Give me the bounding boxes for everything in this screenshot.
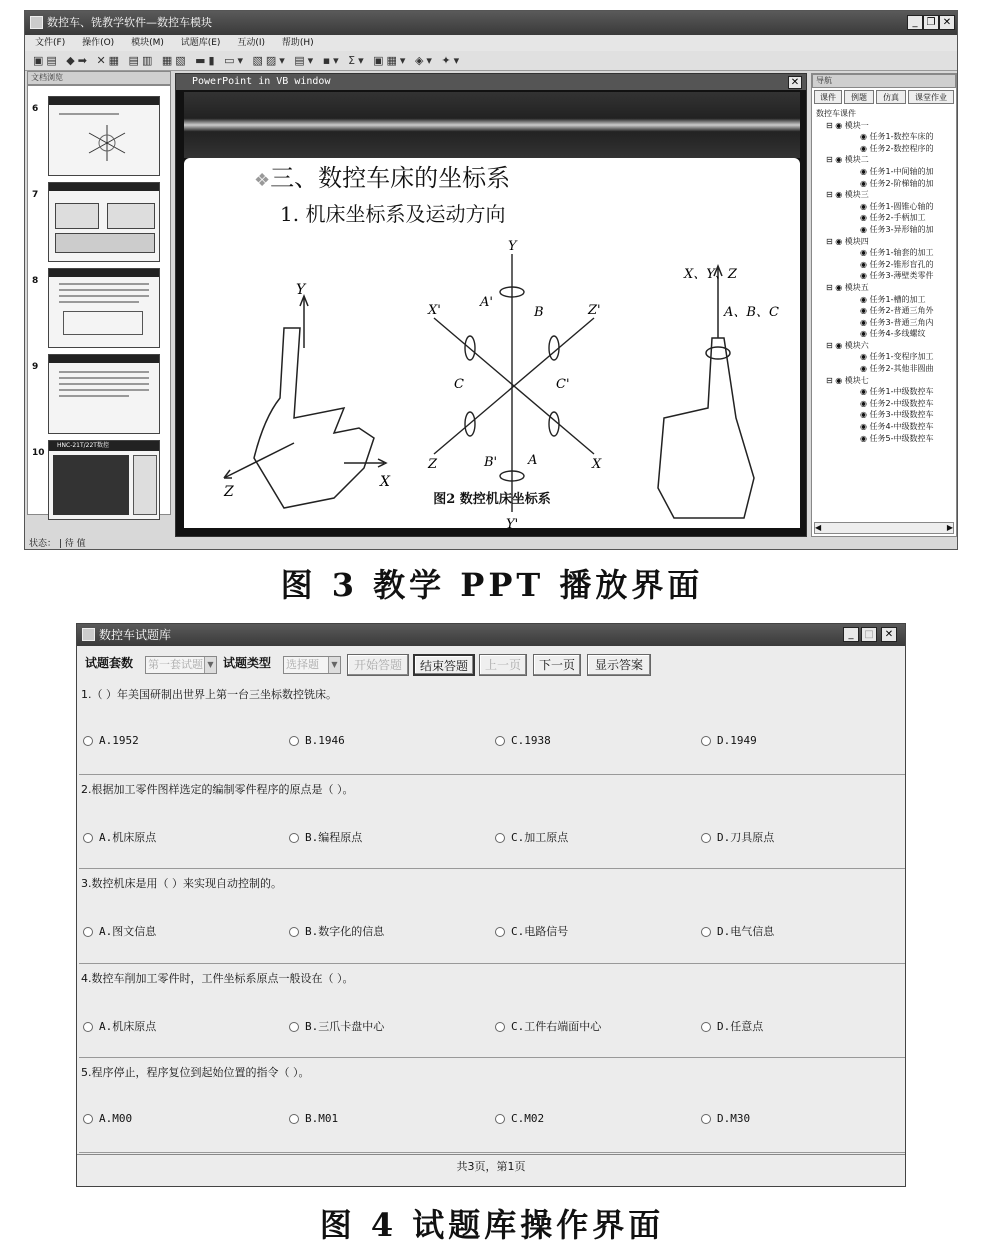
task-node-icon: ◉ bbox=[860, 178, 870, 188]
tree-module[interactable] bbox=[816, 189, 954, 201]
page-indicator: 共3页，第1页 bbox=[77, 1154, 905, 1186]
tree-task-label: 任务3-异形轴的加 bbox=[869, 224, 934, 234]
answer-option[interactable] bbox=[701, 1018, 763, 1034]
radio-button[interactable] bbox=[495, 927, 505, 937]
answer-option[interactable] bbox=[289, 1112, 338, 1125]
tree-module-label: 模块七 bbox=[844, 375, 869, 385]
option-label: A.M00 bbox=[99, 1112, 133, 1125]
tree-task[interactable] bbox=[816, 409, 954, 421]
tree-task-label: 任务4-中级数控车 bbox=[869, 422, 934, 432]
question-set-select bbox=[145, 656, 217, 674]
axis-label: B bbox=[534, 305, 544, 320]
axis-label: A bbox=[528, 453, 538, 468]
question-block bbox=[77, 964, 906, 1059]
menu-question-bank[interactable]: 试题库(E) bbox=[180, 38, 221, 48]
slide-thumbnail[interactable] bbox=[48, 354, 160, 434]
answer-option[interactable] bbox=[701, 1112, 750, 1125]
slide-thumbnail[interactable] bbox=[48, 440, 160, 520]
course-tree[interactable] bbox=[816, 108, 954, 514]
chevron-down-icon: ▼ bbox=[328, 657, 340, 673]
tree-root[interactable]: 数控车课件 bbox=[816, 109, 856, 118]
courseware-window bbox=[24, 10, 958, 550]
tree-task[interactable] bbox=[816, 131, 954, 143]
axis-label: X' bbox=[428, 303, 441, 318]
coordinate-diagram bbox=[184, 228, 800, 528]
module-node-icon[interactable]: ⊟ ◉ bbox=[826, 155, 845, 165]
radio-button[interactable] bbox=[289, 736, 299, 746]
slide-heading: ❖三、数控车床的坐标系 bbox=[254, 164, 511, 192]
slide-thumbnail[interactable] bbox=[48, 268, 160, 348]
tree-task[interactable] bbox=[816, 201, 954, 213]
radio-button[interactable] bbox=[289, 927, 299, 937]
question-block bbox=[77, 775, 906, 870]
answer-option[interactable] bbox=[701, 829, 774, 845]
tree-module-label: 模块二 bbox=[844, 155, 869, 165]
toolbar[interactable]: ▣▤ ◆➡ ✕▦ ▤▥ ▦▧ ▬▮ ▭▾ ▧▨▾ ▤▾ ▪▾ Σ▾ ▣▦▾ ◈▾ ✦▾ bbox=[25, 51, 957, 71]
axis-label: A、B、C bbox=[724, 305, 779, 320]
option-label: A.1952 bbox=[99, 734, 139, 747]
answer-option[interactable] bbox=[289, 1018, 384, 1034]
slide-number: 9 bbox=[32, 362, 39, 372]
module-node-icon[interactable]: ⊟ ◉ bbox=[826, 236, 845, 246]
option-label: B.数字化的信息 bbox=[305, 925, 385, 938]
status-bar: 状态： | 待 值 bbox=[25, 537, 957, 550]
tree-task[interactable] bbox=[816, 166, 954, 178]
tree-task[interactable] bbox=[816, 247, 954, 259]
task-node-icon: ◉ bbox=[860, 248, 870, 258]
figure-3-caption: 图 3 教学 PPT 播放界面 bbox=[280, 566, 704, 604]
axis-label: Y' bbox=[506, 517, 519, 528]
option-label: C.M02 bbox=[511, 1112, 545, 1125]
axis-label: B' bbox=[484, 455, 498, 470]
axis-label: X bbox=[380, 474, 390, 490]
next-page-button[interactable]: 下一页 bbox=[533, 654, 581, 676]
task-node-icon: ◉ bbox=[860, 433, 870, 443]
question-block bbox=[77, 1058, 906, 1153]
answer-option[interactable] bbox=[289, 734, 345, 747]
task-node-icon: ◉ bbox=[860, 387, 870, 397]
tree-task-label: 任务2-阶梯轴的加 bbox=[869, 178, 934, 188]
tree-task-label: 任务2-其他非圆曲 bbox=[869, 364, 934, 374]
slide-thumbnail-list[interactable] bbox=[27, 85, 171, 515]
tree-task-label: 任务5-中级数控车 bbox=[869, 433, 934, 443]
right-hand-rule-icon bbox=[224, 296, 386, 508]
tree-task-label: 任务2-锥形盲孔的 bbox=[869, 259, 934, 269]
option-label: B.1946 bbox=[305, 734, 345, 747]
tree-module[interactable] bbox=[816, 340, 954, 352]
figure-caption: 图2 数控机床坐标系 bbox=[433, 492, 551, 507]
window-title: 数控车、铣教学软件—数控车模块 bbox=[47, 16, 212, 29]
option-label: B.三爪卡盘中心 bbox=[305, 1019, 385, 1033]
option-label: C.1938 bbox=[511, 734, 551, 747]
option-label: D.M30 bbox=[717, 1112, 751, 1125]
tree-task[interactable] bbox=[816, 270, 954, 282]
module-node-icon[interactable]: ⊟ ◉ bbox=[826, 190, 845, 200]
tree-task[interactable] bbox=[816, 259, 954, 271]
task-node-icon: ◉ bbox=[860, 166, 870, 176]
navigation-title: 导航 bbox=[816, 76, 832, 85]
menu-interact[interactable]: 互动(I) bbox=[237, 38, 266, 48]
tree-module[interactable] bbox=[816, 375, 954, 387]
radio-button[interactable] bbox=[83, 1114, 93, 1124]
axis-label: A' bbox=[480, 295, 493, 310]
answer-option[interactable] bbox=[495, 829, 568, 845]
option-label: B.M01 bbox=[305, 1112, 339, 1125]
radio-button[interactable] bbox=[495, 736, 505, 746]
tree-task[interactable] bbox=[816, 212, 954, 224]
thumbnail-header: HNC-21T/22T数控 bbox=[49, 441, 159, 451]
horizontal-scrollbar[interactable] bbox=[814, 522, 954, 534]
slide-thumbnail[interactable] bbox=[48, 96, 160, 176]
slide-header-band bbox=[184, 92, 800, 158]
question-block bbox=[77, 680, 906, 775]
radio-button[interactable] bbox=[495, 833, 505, 843]
axis-label: X、Y、Z bbox=[684, 267, 737, 282]
module-node-icon[interactable]: ⊟ ◉ bbox=[826, 375, 845, 385]
menu-file[interactable]: 文件(F) bbox=[35, 38, 66, 48]
tab-examples[interactable]: 例题 bbox=[844, 90, 874, 104]
radio-button[interactable] bbox=[495, 1114, 505, 1124]
slide-number: 8 bbox=[32, 276, 39, 286]
tree-module-label: 模块四 bbox=[844, 236, 869, 246]
radio-button[interactable] bbox=[83, 1022, 93, 1032]
tree-task-label: 任务3-普通三角内 bbox=[869, 317, 934, 327]
slide-number: 6 bbox=[32, 104, 39, 114]
tree-task-label: 任务4-多线螺纹 bbox=[869, 329, 926, 339]
task-node-icon: ◉ bbox=[860, 364, 870, 374]
question-text: 4.数控车削加工零件时，工件坐标系原点一般设在（ ）。 bbox=[81, 971, 354, 985]
scroll-right-icon[interactable]: ▶ bbox=[946, 523, 953, 532]
tree-task-label: 任务1-圆锥心轴的 bbox=[869, 201, 934, 211]
task-node-icon: ◉ bbox=[860, 213, 870, 223]
question-text: 5.程序停止，程序复位到起始位置的指令（ ）。 bbox=[81, 1066, 310, 1079]
answer-option[interactable] bbox=[495, 923, 568, 939]
rotation-hand-icon bbox=[658, 266, 754, 518]
tree-task[interactable] bbox=[816, 386, 954, 398]
question-text: 2.根据加工零件图样选定的编制零件程序的原点是（ ）。 bbox=[81, 782, 354, 796]
navigation-header bbox=[812, 74, 956, 88]
task-node-icon: ◉ bbox=[860, 317, 870, 327]
tree-task[interactable] bbox=[816, 421, 954, 433]
tree-module[interactable] bbox=[816, 120, 954, 132]
answer-option[interactable] bbox=[83, 734, 139, 747]
tree-task[interactable] bbox=[816, 328, 954, 340]
tree-task-label: 任务1-中级数控车 bbox=[869, 387, 934, 397]
question-type-select bbox=[283, 656, 341, 674]
tree-task-label: 任务1-槽的加工 bbox=[869, 294, 926, 304]
previous-page-button: 上一页 bbox=[479, 654, 527, 676]
slide-number: 7 bbox=[32, 190, 39, 200]
option-label: A.机床原点 bbox=[99, 1019, 157, 1033]
menu-help[interactable]: 帮助(H) bbox=[281, 38, 314, 48]
slide-thumbnail[interactable] bbox=[48, 182, 160, 262]
menu-operate[interactable]: 操作(O) bbox=[82, 38, 115, 48]
option-label: C.工件右端面中心 bbox=[511, 1019, 602, 1033]
slide-canvas bbox=[184, 158, 800, 528]
task-node-icon: ◉ bbox=[860, 422, 870, 432]
tree-module-label: 模块一 bbox=[844, 120, 869, 130]
end-answer-button[interactable]: 结束答题 bbox=[413, 654, 475, 676]
tree-task[interactable] bbox=[816, 178, 954, 190]
answer-option[interactable] bbox=[495, 1112, 544, 1125]
question-bank-window bbox=[76, 623, 906, 1187]
radio-button[interactable] bbox=[83, 736, 93, 746]
tree-task-label: 任务2-普通三角外 bbox=[869, 306, 934, 316]
question-list bbox=[77, 680, 906, 1154]
powerpoint-viewer bbox=[175, 73, 807, 537]
window-title: 数控车试题库 bbox=[99, 628, 172, 642]
question-set-value: 第一套试题 bbox=[148, 658, 203, 671]
radio-button[interactable] bbox=[83, 927, 93, 937]
question-divider bbox=[79, 1152, 905, 1153]
radio-button[interactable] bbox=[701, 833, 711, 843]
task-node-icon: ◉ bbox=[860, 329, 870, 339]
title-bar bbox=[77, 624, 905, 646]
tree-task-label: 任务3-中级数控车 bbox=[869, 410, 934, 420]
figure-4-caption: 图 4 试题库操作界面 bbox=[319, 1206, 665, 1244]
slide-subheading: 1. 机床坐标系及运动方向 bbox=[280, 202, 506, 226]
tree-task[interactable] bbox=[816, 433, 954, 445]
tree-task-label: 任务1-变程序加工 bbox=[869, 352, 934, 362]
task-node-icon: ◉ bbox=[860, 132, 870, 142]
tree-module-label: 模块六 bbox=[844, 340, 869, 350]
option-label: B.编程原点 bbox=[305, 830, 363, 844]
start-answer-button: 开始答题 bbox=[347, 654, 409, 676]
radio-button[interactable] bbox=[701, 927, 711, 937]
scroll-left-icon[interactable]: ◀ bbox=[815, 523, 822, 532]
radio-button[interactable] bbox=[289, 833, 299, 843]
tree-module-label: 模块三 bbox=[844, 190, 869, 200]
tree-task-label: 任务1-数控车床的 bbox=[869, 132, 934, 142]
tab-simulation[interactable]: 仿真 bbox=[876, 90, 906, 104]
question-set-label: 试题套数 bbox=[85, 656, 134, 670]
tree-task[interactable] bbox=[816, 224, 954, 236]
ppt-close-button[interactable]: ✕ bbox=[788, 76, 802, 89]
task-node-icon: ◉ bbox=[860, 143, 870, 153]
task-node-icon: ◉ bbox=[860, 410, 870, 420]
option-label: A.机床原点 bbox=[99, 830, 157, 844]
navigation-panel bbox=[811, 73, 957, 537]
task-node-icon: ◉ bbox=[860, 352, 870, 362]
answer-option[interactable] bbox=[83, 923, 156, 939]
task-node-icon: ◉ bbox=[860, 294, 870, 304]
app-icon bbox=[30, 16, 43, 29]
task-node-icon: ◉ bbox=[860, 306, 870, 316]
chevron-down-icon: ▼ bbox=[204, 657, 216, 673]
axis-label: Z' bbox=[588, 303, 601, 318]
menu-bar bbox=[25, 35, 957, 51]
axis-label: Z bbox=[224, 484, 234, 500]
axis-label: Z bbox=[428, 457, 438, 472]
tree-task-label: 任务2-数控程序的 bbox=[869, 143, 934, 153]
tree-task[interactable] bbox=[816, 305, 954, 317]
task-node-icon: ◉ bbox=[860, 201, 870, 211]
tree-task[interactable] bbox=[816, 143, 954, 155]
tree-task[interactable] bbox=[816, 398, 954, 410]
radio-button[interactable] bbox=[83, 833, 93, 843]
radio-button[interactable] bbox=[701, 736, 711, 746]
answer-option[interactable] bbox=[289, 923, 384, 939]
radio-button[interactable] bbox=[289, 1022, 299, 1032]
tree-module[interactable] bbox=[816, 282, 954, 294]
minimize-button[interactable]: _ bbox=[843, 627, 859, 642]
option-label: D.1949 bbox=[717, 734, 757, 747]
tree-module-label: 模块五 bbox=[844, 282, 869, 292]
answer-option[interactable] bbox=[495, 1018, 601, 1034]
tree-task[interactable] bbox=[816, 317, 954, 329]
answer-option[interactable] bbox=[495, 734, 551, 747]
tree-module[interactable] bbox=[816, 154, 954, 166]
tree-task-label: 任务2-中级数控车 bbox=[869, 398, 934, 408]
tree-task-label: 任务1-轴套的加工 bbox=[869, 248, 934, 258]
question-type-value: 选择题 bbox=[286, 658, 319, 671]
tree-task[interactable] bbox=[816, 351, 954, 363]
question-type-label: 试题类型 bbox=[223, 656, 272, 670]
axis-label: Y bbox=[296, 282, 306, 298]
task-node-icon: ◉ bbox=[860, 398, 870, 408]
radio-button[interactable] bbox=[495, 1022, 505, 1032]
axis-label: C bbox=[454, 377, 464, 392]
close-button[interactable]: ✕ bbox=[939, 15, 955, 30]
tree-module[interactable] bbox=[816, 236, 954, 248]
option-label: D.电气信息 bbox=[717, 925, 775, 938]
axis-label: Y bbox=[508, 239, 517, 254]
tree-task[interactable] bbox=[816, 363, 954, 375]
option-label: C.电路信号 bbox=[511, 925, 569, 938]
close-button[interactable]: ✕ bbox=[881, 627, 897, 642]
task-node-icon: ◉ bbox=[860, 224, 870, 234]
radio-button[interactable] bbox=[701, 1114, 711, 1124]
menu-module[interactable]: 模块(M) bbox=[131, 38, 164, 48]
task-node-icon: ◉ bbox=[860, 259, 870, 269]
answer-option[interactable] bbox=[83, 829, 156, 845]
tree-task-label: 任务3-薄壁类零件 bbox=[869, 271, 934, 281]
axis-label: X bbox=[592, 457, 602, 472]
show-answer-button[interactable]: 显示答案 bbox=[587, 654, 651, 676]
axis-label: C' bbox=[556, 377, 570, 392]
question-block bbox=[77, 869, 906, 964]
answer-option[interactable] bbox=[83, 1018, 156, 1034]
document-browser-title: 文档浏览 bbox=[31, 73, 63, 82]
module-node-icon[interactable]: ⊟ ◉ bbox=[826, 282, 845, 292]
bullet-diamond-icon: ❖ bbox=[254, 170, 271, 191]
answer-option[interactable] bbox=[701, 734, 757, 747]
question-text: 1.（ ）年美国研制出世界上第一台三坐标数控铣床。 bbox=[81, 688, 337, 701]
answer-option[interactable] bbox=[83, 1112, 132, 1125]
document-browser-header bbox=[27, 71, 171, 85]
answer-option[interactable] bbox=[701, 923, 774, 939]
question-text: 3.数控机床是用（ ）来实现自动控制的。 bbox=[81, 877, 282, 890]
module-node-icon[interactable]: ⊟ ◉ bbox=[826, 340, 845, 350]
slide-number: 10 bbox=[32, 448, 45, 458]
radio-button[interactable] bbox=[701, 1022, 711, 1032]
module-node-icon[interactable]: ⊟ ◉ bbox=[826, 120, 845, 130]
answer-option[interactable] bbox=[289, 829, 362, 845]
option-label: A.图文信息 bbox=[99, 925, 157, 938]
tree-task[interactable] bbox=[816, 294, 954, 306]
restore-button[interactable]: ❐ bbox=[923, 15, 939, 30]
tree-task-label: 任务1-中间轴的加 bbox=[869, 166, 934, 176]
tab-courseware[interactable]: 课件 bbox=[814, 90, 842, 104]
title-bar bbox=[25, 11, 957, 35]
option-label: C.加工原点 bbox=[511, 830, 569, 844]
option-label: D.任意点 bbox=[717, 1019, 764, 1033]
app-icon bbox=[82, 628, 95, 641]
option-label: D.刀具原点 bbox=[717, 830, 775, 844]
maximize-button: □ bbox=[861, 627, 877, 642]
tab-homework[interactable]: 课堂作业 bbox=[908, 90, 954, 104]
radio-button[interactable] bbox=[289, 1114, 299, 1124]
minimize-button[interactable]: _ bbox=[907, 15, 923, 30]
tree-task-label: 任务2-手柄加工 bbox=[869, 213, 926, 223]
ppt-window-title: PowerPoint in VB window bbox=[176, 74, 806, 90]
task-node-icon: ◉ bbox=[860, 271, 870, 281]
